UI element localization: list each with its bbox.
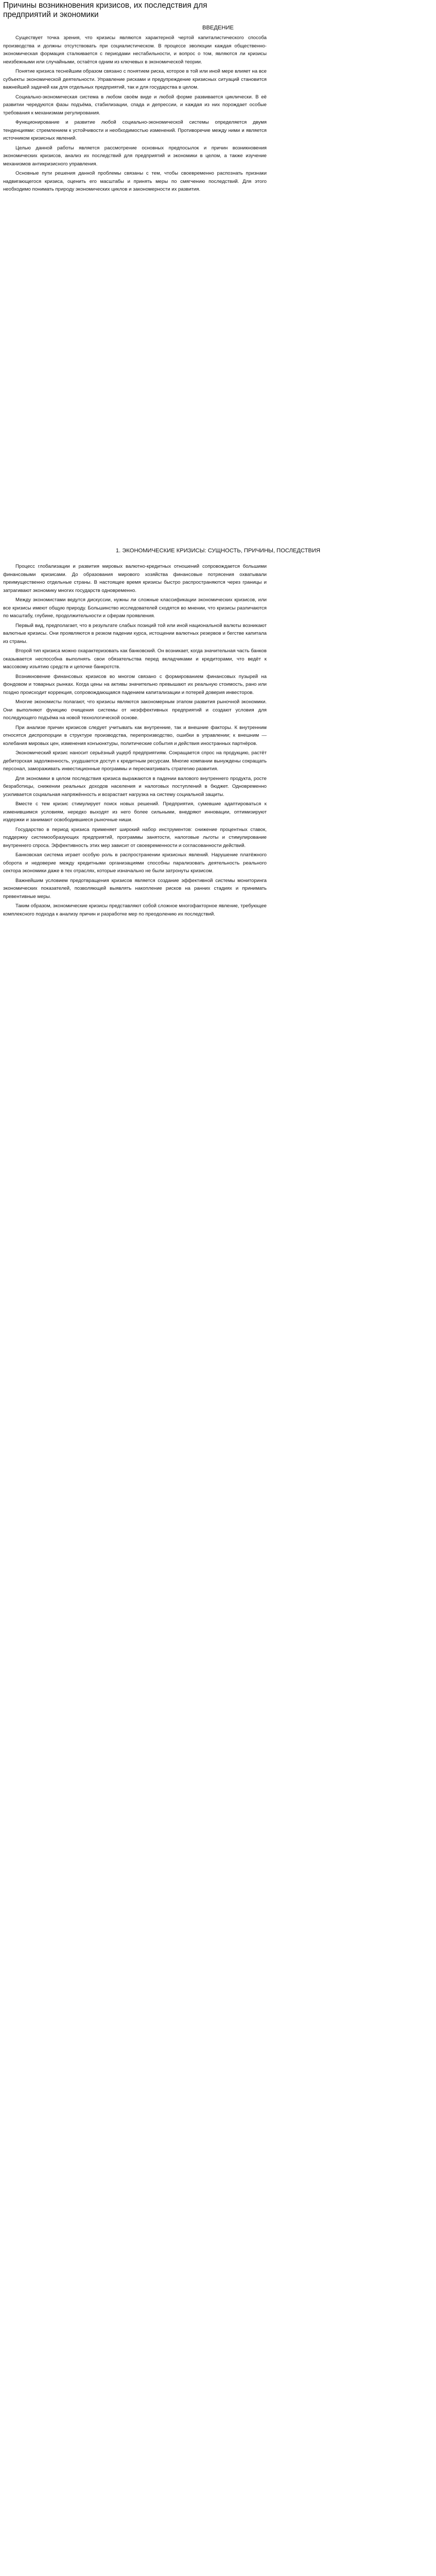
paragraph: Между экономистами ведутся дискуссии, нужны ли сложные классификации экономических кризисов, или все кризисы имеют общую природу. Большинство исследователей сходятся во мнении, что кризисы различаются по масштабу, глубине, продолжительности и сферам проявления. (3, 597, 267, 619)
paragraph: Таким образом, экономические кризисы представляют собой сложное многофакторное явление, требующее комплексного подхода к анализу причин и разработке мер по преодолению их последствий. (3, 903, 267, 917)
paragraph: Целью данной работы является рассмотрение основных предпосылок и причин возникновения экономических кризисов, анализ их последствий для предприятий и экономики в целом, а также изучение механизмов антикризисного управления. (3, 145, 267, 167)
paragraph: Вместе с тем кризис стимулирует поиск новых решений. Предприятия, сумевшие адаптироваться к изменившимся условиям, нередко выходят из него более сильными, внедряют инновации, оптимизируют издержки и занимают освободившиеся рыночные ниши. (3, 801, 267, 823)
paragraph: Социально-экономическая система в любом своём виде и любой форме развивается циклически. В её развитии чередуются фазы подъёма, стабилизации, спада и депрессии, и каждая из них порождает особые требования к механизмам регулирования. (3, 94, 267, 116)
paragraph: Важнейшим условием предотвращения кризисов является создание эффективной системы мониторинга экономических показателей, позволяющей выявлять накопление рисков на ранних стадиях и принимать превентивные меры. (3, 877, 267, 900)
document-title: Причины возникновения кризисов, их последствия для предприятий и экономики (3, 1, 207, 19)
introduction-body (3, 34, 267, 529)
paragraph: Государство в период кризиса применяет широкий набор инструментов: снижение процентных ставок, поддержку системообразующих предприятий, программы занятости, налоговые льготы и стимулирование внутреннего спроса. Эффективность этих мер зависит от своевременности и согласованности действий. (3, 826, 267, 849)
paragraph: Многие экономисты полагают, что кризисы являются закономерным этапом развития рыночной экономики. Они выполняют функцию очищения системы от неэффективных предприятий и создают условия для последующего подъёма на новой технологической основе. (3, 699, 267, 721)
paragraph: Для экономики в целом последствия кризиса выражаются в падении валового внутреннего продукта, росте безработицы, снижении реальных доходов населения и налоговых поступлений в бюджет. Одновременно усиливается социальная напряжённость и возрастает нагрузка на систему социальной защиты. (3, 775, 267, 798)
paragraph: Второй тип кризиса можно охарактеризовать как банковский. Он возникает, когда значительная часть банков оказывается неспособна выполнять свои обязательства перед вкладчиками и кредиторами, что ведёт к массовому изъятию средств и цепочке банкротств. (3, 648, 267, 670)
paragraph: Процесс глобализации и развития мировых валютно-кредитных отношений сопровождается большими финансовыми кризисами. До образования мирового хозяйства финансовые потрясения охватывали преимущественно отдельные страны. В настоящее время кризисы быстро распространяются через границы и затрагивают экономику многих государств одновременно. (3, 564, 267, 594)
paragraph: Возникновение финансовых кризисов во многом связано с формированием финансовых пузырей на фондовом и товарных рынках. Когда цены на активы значительно превышают их реальную стоимость, рано или поздно происходит коррекция, сопровождающаяся падением капитализации и потерей доверия инвесторов. (3, 673, 267, 696)
paragraph: Функционирование и развитие любой социально-экономической системы определяется двумя тенденциями: стремлением к устойчивости и необходимостью изменений. Противоречие между ними и является источником кризисных явлений. (3, 120, 267, 141)
paragraph: Основные пути решения данной проблемы связаны с тем, чтобы своевременно распознать признаки надвигающегося кризиса, оценить его масштабы и принять меры по смягчению последствий. Для этого необходимо понимать природу экономических циклов и закономерности их развития. (3, 171, 267, 192)
paragraph: Экономический кризис наносит серьёзный ущерб предприятиям. Сокращается спрос на продукцию, растёт дебиторская задолженность, ухудшается доступ к кредитным ресурсам. Многие компании вынуждены сокращать персонал, замораживать инвестиционные программы и пересматривать стратегию развития. (3, 750, 267, 772)
section-1-body (3, 563, 267, 2576)
paragraph: При анализе причин кризисов следует учитывать как внутренние, так и внешние факторы. К внутренним относятся диспропорции в структуре производства, перепроизводство, ошибки в управлении; к внешним — колебания мировых цен, изменения конъюнктуры, политические события и действия иностранных партнёров. (3, 724, 267, 747)
paragraph: Существует точка зрения, что кризисы являются характерной чертой капиталистического способа производства и должны отсутствовать при социалистическом. В процессе эволюции каждая общественно-экономическая формация сталкивается с периодами нестабильности, и вопрос о том, являются ли кризисы неизбежными или случайными, остаётся одним из ключевых в экономической теории. (3, 35, 267, 65)
section-1-heading: 1. ЭКОНОМИЧЕСКИЕ КРИЗИСЫ: СУЩНОСТЬ, ПРИЧИНЫ, ПОСЛЕДСТВИЯ (115, 548, 321, 554)
introduction-heading: ВВЕДЕНИЕ (202, 25, 234, 31)
paragraph: Понятие кризиса теснейшим образом связано с понятием риска, которое в той или иной мере влияет на все субъекты экономической деятельности. Управление рисками и предупреждение кризисных ситуаций становится важнейшей задачей как для отдельных предприятий, так и для государства в целом. (3, 69, 267, 90)
paragraph: Первый вид, предполагает, что в результате слабых позиций той или иной национальной валюты возникают валютные кризисы. Они проявляются в резком падении курса, истощении валютных резервов и бегстве капитала из страны. (3, 622, 267, 645)
paragraph: Банковская система играет особую роль в распространении кризисных явлений. Нарушение платёжного оборота и недоверие между кредитными организациями способны парализовать деятельность реального сектора экономики даже в тех отраслях, которые изначально не были затронуты кризисом. (3, 852, 267, 874)
